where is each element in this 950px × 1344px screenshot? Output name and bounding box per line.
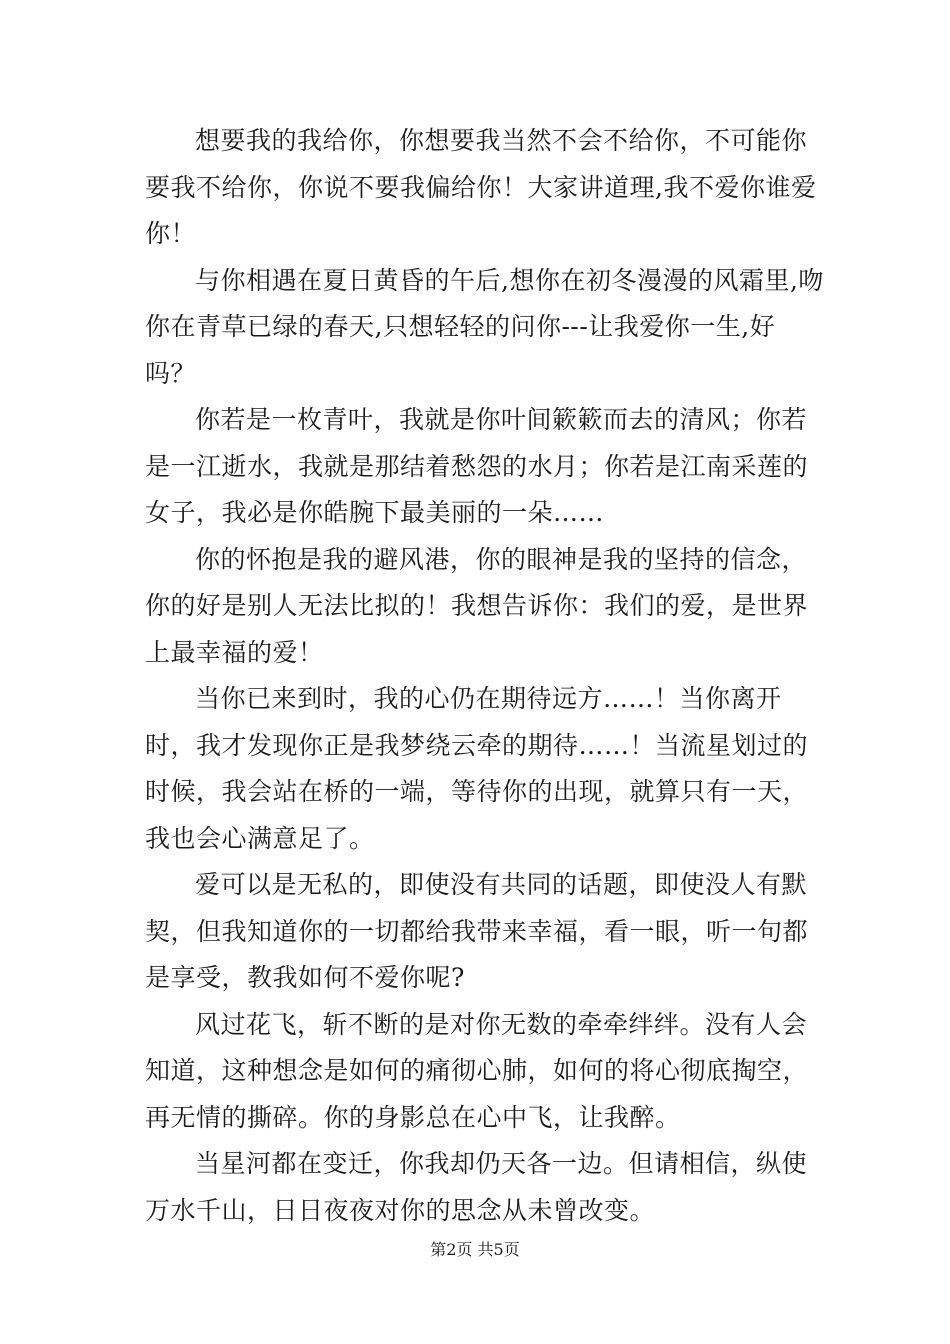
paragraph-4: 你的怀抱是我的避风港，你的眼神是我的坚持的信念，你的好是别人无法比拟的！我想告诉你：我们的爱，是世界上最幸福的爱！ [145,544,809,667]
page-number-footer: 第2页 共5页 [430,1240,520,1259]
paragraph-3: 你若是一枚青叶，我就是你叶间簌簌而去的清风；你若是一江逝水，我就是那结着愁怨的水月；你若是江南采莲的女子，我必是你皓腕下最美丽的一朵…… [145,405,809,527]
paragraph-6: 爱可以是无私的，即使没有共同的话题，即使没人有默契，但我知道你的一切都给我带来幸福，看一眼，听一句都是享受，教我如何不爱你呢? [145,870,809,992]
paragraph-1: 想要我的我给你，你想要我当然不会不给你，不可能你要我不给你，你说不要我偏给你！大家讲道理,我不爱你谁爱你！ [145,126,817,248]
paragraph-5: 当你已来到时，我的心仍在期待远方……！当你离开时，我才发现你正是我梦绕云牵的期待……！当流星划过的时候，我会站在桥的一端，等待你的出现，就算只有一天，我也会心满意足了。 [145,684,809,853]
paragraph-8: 当星河都在变迁，你我却仍天各一边。但请相信，纵使万水千山，日日夜夜对你的思念从未曾改变。 [145,1149,808,1225]
document-body [145,118,825,1234]
paragraph-2: 与你相遇在夏日黄昏的午后,想你在初冬漫漫的风霜里,吻你在青草已绿的春天,只想轻轻的问你---让我爱你一生,好吗？ [145,265,824,388]
paragraph-7: 风过花飞，斩不断的是对你无数的牵牵绊绊。没有人会知道，这种想念是如何的痛彻心肺，如何的将心彻底掏空，再无情的撕碎。你的身影总在心中飞，让我醉。 [145,1009,809,1132]
